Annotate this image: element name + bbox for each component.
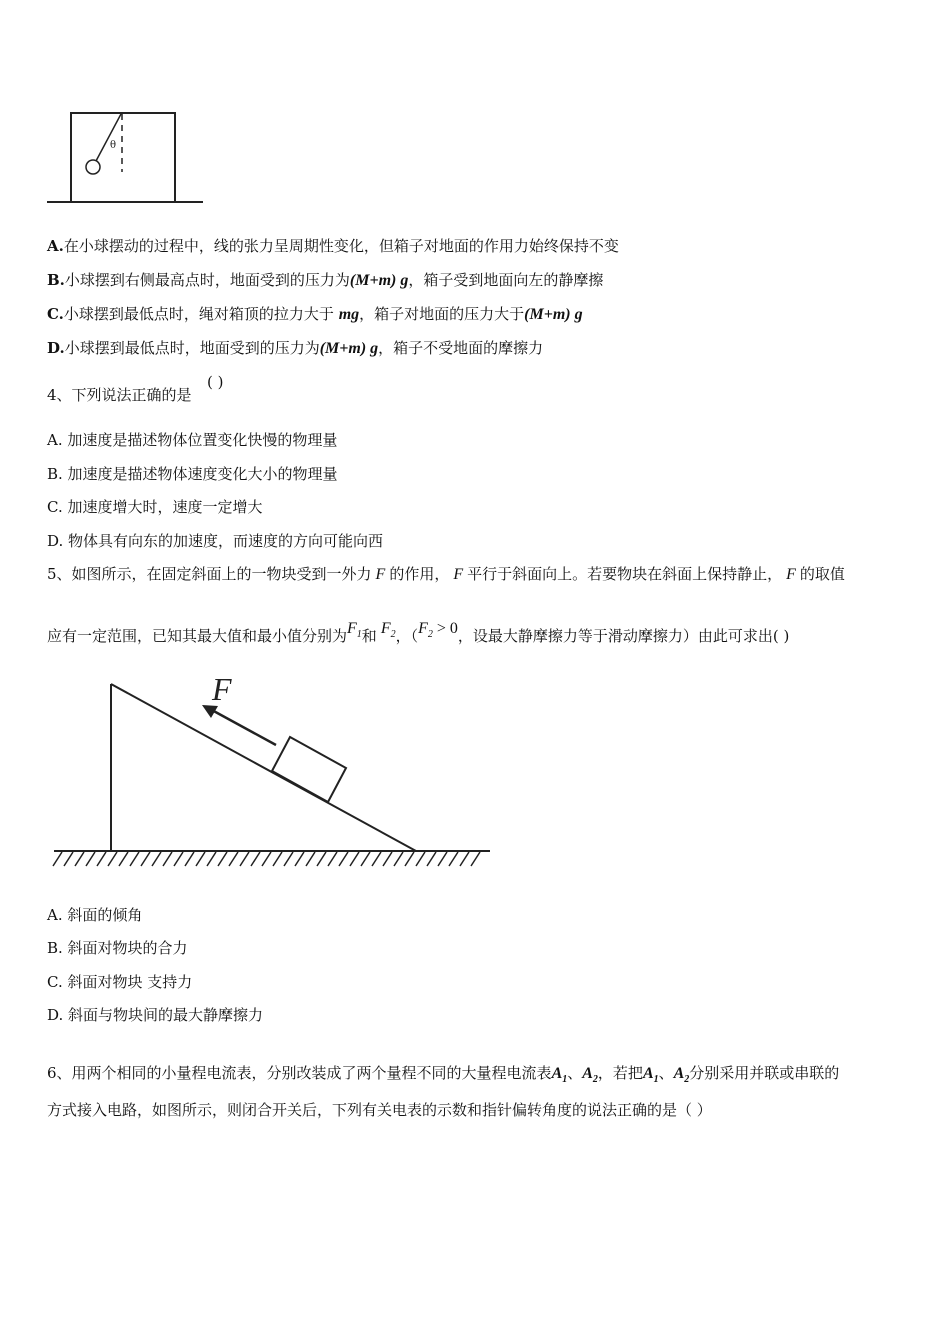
q5-option-b: B. 斜面对物块的合力 [47,939,188,957]
stem-text: 分别采用并联或串联的 [689,1064,840,1082]
angle-theta-label: θ [110,140,117,151]
stem-text: ，（ [395,627,419,645]
force-symbol: F [375,566,386,583]
option-text: ，箱子不受地面的摩擦力 [378,339,544,357]
separator: 、 [658,1064,674,1082]
q6-stem-line2: 方式接入电路，如图所示，则闭合开关后，下列有关电表的示数和指针偏转角度的说法正确的是（ ） [47,1101,712,1119]
hatch-mark [97,852,106,866]
ammeter-letter: A [551,1065,563,1082]
q6-stem-line1 [47,1063,839,1090]
hatch-mark [295,852,304,866]
hatch-mark [185,852,194,866]
stem-text: 6、用两个相同的小量程电流表，分别改装成了两个量程不同的大量程电流表 [47,1064,552,1082]
hatch-mark [130,852,139,866]
ammeter-symbol [673,1065,690,1086]
hatch-mark [449,852,458,866]
subscript: 2 [390,629,396,641]
force-symbol: F [786,566,796,583]
ammeter-symbol [551,1065,568,1086]
math-expression: mg [338,306,360,323]
stem-text: 的取值 [799,565,845,583]
hatch-mark [416,852,425,866]
subscript: 1 [562,1074,568,1086]
hatch-mark [229,852,238,866]
math-expression: (M+m) g [349,272,409,289]
ammeter-letter: A [642,1065,654,1082]
stem-text: ，设最大静摩擦力等于滑动摩擦力）由此可求出( ) [457,627,790,645]
force-symbol: F [380,620,391,637]
ammeter-symbol [642,1065,659,1086]
stem-text: 的作用， [389,565,450,583]
option-text: ，箱子受到地面向左的静摩擦 [408,271,604,289]
force-label: F [212,671,232,707]
hatch-mark [460,852,469,866]
force-symbol: F [347,620,357,637]
hatch-mark [372,852,381,866]
hatch-mark [306,852,315,866]
hatch-mark [350,852,359,866]
ammeter-letter: A [673,1065,685,1082]
option-letter: C. [47,305,64,323]
hatch-mark [108,852,117,866]
subscript: 1 [653,1074,659,1086]
subscript: 2 [427,629,433,641]
hatch-mark [273,852,282,866]
hatch-mark [240,852,249,866]
hatch-mark [75,852,84,866]
hatch-mark [339,852,348,866]
subscript: 2 [592,1074,598,1086]
force-symbol: F [453,566,464,583]
q5-option-c: C. 斜面对物块 支持力 [47,973,193,991]
option-letter: A. [47,237,64,255]
math-expression: (M+m) g [319,340,379,357]
option-text: 在小球摆动的过程中，线的张力呈周期性变化，但箱子对地面的作用力始终保持不变 [63,237,619,255]
hatch-mark [383,852,392,866]
hatch-mark [427,852,436,866]
force-arrow-shaft [210,709,276,745]
hatch-mark [86,852,95,866]
q5-option-d: D. 斜面与物块间的最大静摩擦力 [47,1006,264,1024]
hatch-mark [174,852,183,866]
inequality: > 0 [432,620,458,637]
hatch-mark [218,852,227,866]
stem-text: ，若把 [597,1064,643,1082]
hatch-mark [262,852,271,866]
hatch-mark [317,852,326,866]
hatch-mark [64,852,73,866]
hatch-mark [361,852,370,866]
hatch-mark [196,852,205,866]
option-letter: D. [47,339,65,357]
hatch-mark [284,852,293,866]
hatch-mark [163,852,172,866]
q5-option-a: A. 斜面的倾角 [47,906,143,924]
ammeter-symbol [582,1065,598,1086]
hatch-mark [207,852,216,866]
stem-text: 平行于斜面向上。若要物块在斜面上保持静止， [467,565,783,583]
hatch-mark [119,852,128,866]
subscript: 2 [684,1074,690,1086]
separator: 、 [567,1064,583,1082]
block [272,737,346,802]
hatch-mark [405,852,414,866]
option-text: 小球摆到最低点时，绳对箱顶的拉力大于 [63,305,339,323]
hatch-mark [152,852,161,866]
q4-option-c: C. 加速度增大时，速度一定增大 [47,498,263,516]
force-symbol: F [418,620,428,637]
option-text: 小球摆到右侧最高点时，地面受到的压力为 [64,271,350,289]
q4-option-a: A. 加速度是描述物体位置变化快慢的物理量 [47,431,338,449]
hatch-mark [53,852,62,866]
ground-hatching [53,852,480,866]
q4-option-d: D. 物体具有向东的加速度，而速度的方向可能向西 [47,532,384,550]
option-text: ，箱子对地面的压力大于 [359,305,525,323]
incline-surface [111,684,416,851]
q4-answer-paren: ( ) [207,373,224,391]
option-letter: B. [47,271,65,289]
hatch-mark [394,852,403,866]
hatch-mark [141,852,150,866]
stem-text: 和 [361,627,377,645]
ammeter-letter: A [582,1065,593,1082]
q4-option-b: B. 加速度是描述物体速度变化大小的物理量 [47,465,338,483]
option-text: 小球摆到最低点时，地面受到的压力为 [64,339,320,357]
q4-stem: 4、下列说法正确的是 [47,386,192,404]
hatch-mark [471,852,480,866]
hatch-mark [438,852,447,866]
subscript: 1 [356,629,362,641]
hatch-mark [251,852,260,866]
stem-text: 应有一定范围，已知其最大值和最小值分别为 [47,627,348,645]
math-expression: (M+m) g [524,306,583,323]
hatch-mark [328,852,337,866]
stem-text: 5、如图所示，在固定斜面上的一物块受到一外力 [47,565,372,583]
